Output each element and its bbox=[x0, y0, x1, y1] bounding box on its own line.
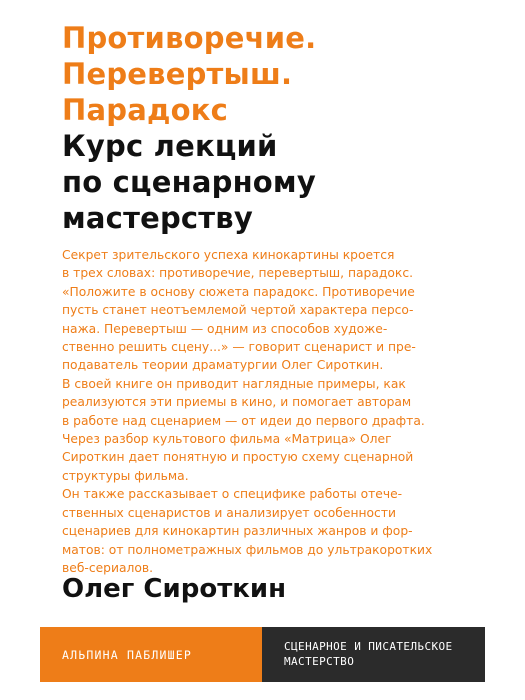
title-orange-line-3: Парадокс bbox=[62, 93, 228, 127]
description-line: ственно решить сцену...» — говорит сценарист и пре- bbox=[62, 340, 416, 355]
description-line: Сироткин дает понятную и простую схему сценарной bbox=[62, 450, 414, 465]
description-line: ственных сценаристов и анализирует особенности bbox=[62, 505, 396, 520]
description-line: Через разбор культового фильма «Матрица» Олег bbox=[62, 432, 392, 447]
title-orange-line-2: Перевертыш. bbox=[62, 57, 293, 91]
description-line: «Положите в основу сюжета парадокс. Противоречие bbox=[62, 284, 415, 299]
publisher-name: АЛЬПИНА ПАБЛИШЕР bbox=[62, 648, 192, 662]
description-line: пусть станет неотъемлемой чертой характера персо- bbox=[62, 303, 414, 318]
subtitle bbox=[62, 128, 482, 236]
description-line: Он также рассказывает о специфике работы отече- bbox=[62, 487, 403, 502]
description-line: сценариев для кинокартин различных жанров и фор- bbox=[62, 524, 413, 539]
description-line: веб-сериалов. bbox=[62, 560, 154, 575]
description-line: Секрет зрительского успеха кинокартины кроется bbox=[62, 248, 395, 262]
subtitle-line-2: по сценарному bbox=[62, 165, 316, 199]
series-band bbox=[262, 627, 485, 682]
description bbox=[62, 246, 464, 577]
description-line: структуры фильма. bbox=[62, 468, 189, 483]
title-orange bbox=[62, 20, 482, 128]
description-line: в трех словах: противоречие, перевертыш, парадокс. bbox=[62, 266, 414, 281]
description-line: нажа. Перевертыш — одним из способов художе- bbox=[62, 321, 388, 336]
description-line: матов: от полнометражных фильмов до ультракоротких bbox=[62, 542, 433, 557]
description-line: подаватель теории драматургии Олег Сироткин. bbox=[62, 358, 384, 373]
series-name-line-1: СЦЕНАРНОЕ И ПИСАТЕЛЬСКОЕ bbox=[284, 640, 453, 653]
subtitle-line-3: мастерству bbox=[62, 201, 253, 235]
subtitle-line-1: Курс лекций bbox=[62, 129, 278, 163]
description-line: реализуются эти приемы в кино, и помогает авторам bbox=[62, 395, 412, 410]
author-name: Олег Сироткин bbox=[62, 574, 287, 604]
series-name-line-2: МАСТЕРСТВО bbox=[284, 655, 355, 668]
publisher-band bbox=[40, 627, 262, 682]
title-orange-line-1: Противоречие. bbox=[62, 21, 317, 55]
series-name bbox=[284, 639, 453, 669]
description-line: В своей книге он приводит наглядные примеры, как bbox=[62, 376, 406, 391]
description-line: в работе над сценарием — от идеи до первого драфта. bbox=[62, 413, 425, 428]
